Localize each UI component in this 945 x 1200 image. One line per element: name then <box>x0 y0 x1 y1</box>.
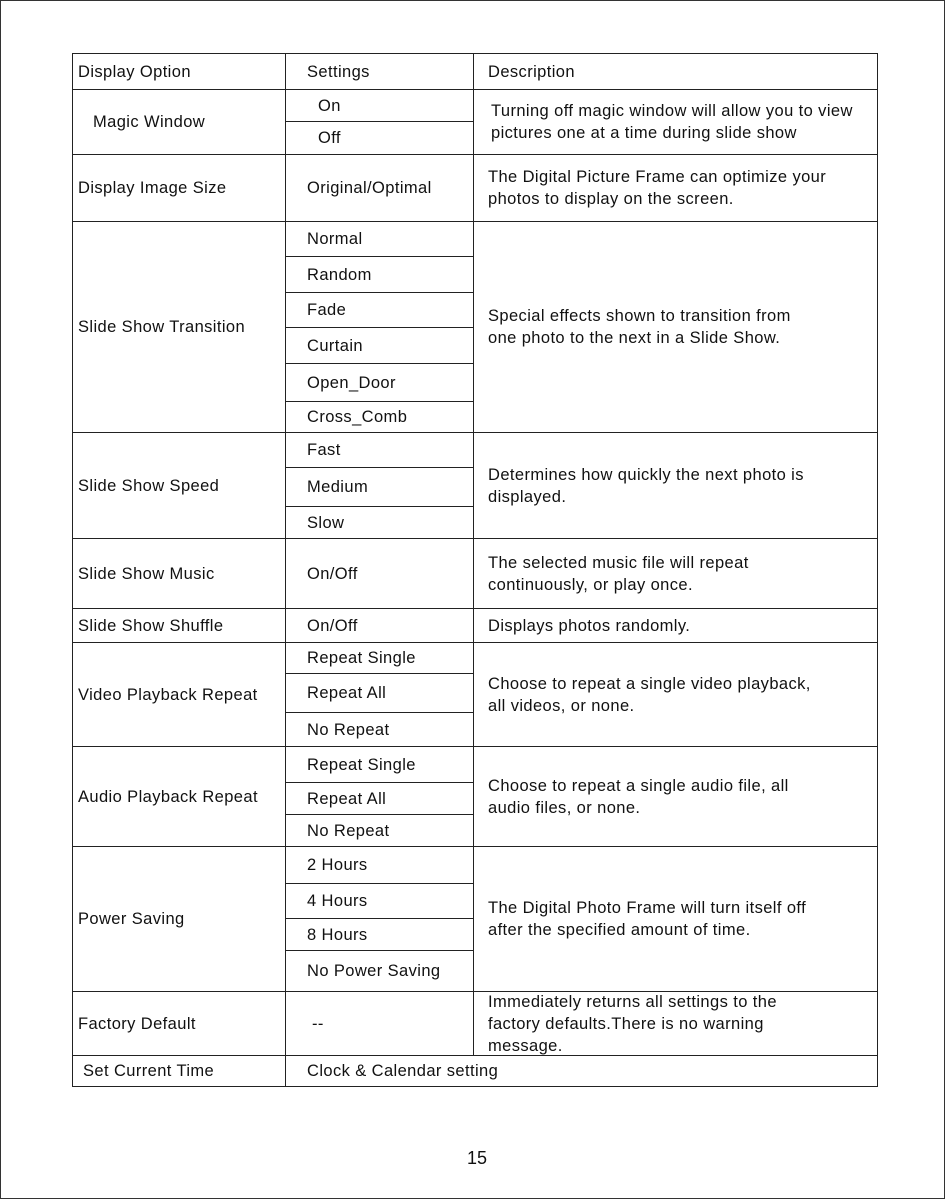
description-line: The Digital Picture Frame can optimize your <box>488 168 827 186</box>
option-name: Slide Show Music <box>78 564 215 583</box>
setting-value: -- <box>312 1014 324 1033</box>
option-name: Factory Default <box>78 1014 196 1033</box>
description-line: Immediately returns all settings to the <box>488 992 777 1011</box>
setting-cell <box>285 154 474 222</box>
description-line: Choose to repeat a single audio file, all <box>488 776 789 795</box>
setting-cell <box>285 883 474 919</box>
setting-cell <box>285 642 474 674</box>
setting-cell <box>285 538 474 609</box>
setting-value: Medium <box>307 478 369 496</box>
option-cell <box>72 432 286 539</box>
setting-value: No Power Saving <box>307 962 441 980</box>
description-line: Displays photos randomly. <box>488 616 691 635</box>
setting-value: On <box>318 96 341 115</box>
setting-cell <box>285 814 474 847</box>
option-cell <box>72 538 286 609</box>
header-cell-settings <box>285 53 474 90</box>
setting-value: Cross_Comb <box>307 408 408 426</box>
option-name: Slide Show Transition <box>78 318 246 336</box>
header-settings-label: Settings <box>307 62 370 81</box>
description-line: one photo to the next in a Slide Show. <box>488 329 781 347</box>
description-line: displayed. <box>488 487 567 506</box>
option-name: Set Current Time <box>83 1062 215 1080</box>
description-line: Turning off magic window will allow you to view <box>491 102 853 120</box>
setting-cell <box>285 918 474 951</box>
setting-value: Original/Optimal <box>307 179 432 197</box>
setting-cell <box>285 256 474 293</box>
setting-value: Clock & Calendar setting <box>307 1062 499 1080</box>
setting-cell <box>285 950 474 992</box>
description-line: Choose to repeat a single video playback, <box>488 674 811 693</box>
description-cell <box>473 746 878 847</box>
option-name: Audio Playback Repeat <box>78 787 258 806</box>
option-name: Slide Show Shuffle <box>78 616 224 635</box>
header-option-label: Display Option <box>78 62 191 81</box>
setting-value: Off <box>318 129 341 147</box>
description-line: message. <box>488 1036 563 1055</box>
setting-cell <box>285 363 474 402</box>
description-line: The selected music file will repeat <box>488 553 749 572</box>
setting-cell <box>285 506 474 539</box>
header-cell-description <box>473 53 878 90</box>
setting-value: 2 Hours <box>307 856 368 874</box>
setting-value: Random <box>307 265 372 284</box>
setting-cell <box>285 746 474 783</box>
option-name: Power Saving <box>78 910 185 928</box>
setting-value: Fast <box>307 441 341 459</box>
description-line: Special effects shown to transition from <box>488 307 791 325</box>
setting-value: Normal <box>307 230 363 248</box>
option-name: Magic Window <box>93 113 206 131</box>
description-cell <box>473 642 878 747</box>
option-cell <box>72 746 286 847</box>
setting-cell <box>285 401 474 433</box>
description-line: factory defaults.There is no warning <box>488 1014 764 1033</box>
description-cell <box>473 221 878 433</box>
setting-value: On/Off <box>307 616 358 635</box>
option-cell <box>72 608 286 643</box>
setting-value: Slow <box>307 513 345 532</box>
description-line: Determines how quickly the next photo is <box>488 465 804 484</box>
option-cell <box>72 642 286 747</box>
option-cell <box>72 991 286 1056</box>
setting-cell <box>285 121 474 155</box>
description-cell <box>473 846 878 992</box>
option-cell <box>72 1055 286 1087</box>
description-cell <box>473 538 878 609</box>
setting-cell <box>285 1055 878 1087</box>
setting-value: Repeat Single <box>307 649 416 667</box>
description-cell <box>473 608 878 643</box>
description-line: continuously, or play once. <box>488 575 693 594</box>
setting-cell <box>285 467 474 507</box>
description-line: The Digital Photo Frame will turn itself off <box>488 899 807 917</box>
setting-cell <box>285 89 474 122</box>
description-line: all videos, or none. <box>488 696 635 715</box>
option-cell <box>72 89 286 155</box>
option-cell <box>72 221 286 433</box>
setting-value: Curtain <box>307 336 363 355</box>
setting-cell <box>285 673 474 713</box>
page-number: 15 <box>467 1148 488 1168</box>
setting-value: Repeat Single <box>307 755 416 774</box>
option-name: Display Image Size <box>78 179 227 197</box>
setting-value: On/Off <box>307 564 358 583</box>
setting-cell <box>285 327 474 364</box>
description-line: pictures one at a time during slide show <box>491 124 797 142</box>
setting-value: 8 Hours <box>307 925 368 944</box>
setting-cell <box>285 292 474 328</box>
description-cell <box>473 991 878 1056</box>
option-cell <box>72 154 286 222</box>
option-name: Video Playback Repeat <box>78 685 258 704</box>
setting-value: No Repeat <box>307 821 390 840</box>
description-line: after the specified amount of time. <box>488 921 751 939</box>
header-description-label: Description <box>488 62 575 81</box>
setting-value: Open_Door <box>307 373 396 392</box>
setting-cell <box>285 846 474 884</box>
option-cell <box>72 846 286 992</box>
setting-value: Fade <box>307 301 347 319</box>
setting-cell <box>285 782 474 815</box>
description-cell <box>473 89 878 155</box>
description-line: photos to display on the screen. <box>488 190 734 208</box>
setting-value: Repeat All <box>307 684 387 702</box>
option-name: Slide Show Speed <box>78 476 220 495</box>
setting-value: Repeat All <box>307 789 387 808</box>
setting-cell <box>285 991 474 1056</box>
description-line: audio files, or none. <box>488 798 641 817</box>
setting-cell <box>285 221 474 257</box>
setting-value: No Repeat <box>307 720 390 739</box>
setting-cell <box>285 432 474 468</box>
setting-value: 4 Hours <box>307 892 368 910</box>
description-cell <box>473 432 878 539</box>
setting-cell <box>285 608 474 643</box>
description-cell <box>473 154 878 222</box>
setting-cell <box>285 712 474 747</box>
header-cell-option <box>72 53 286 90</box>
